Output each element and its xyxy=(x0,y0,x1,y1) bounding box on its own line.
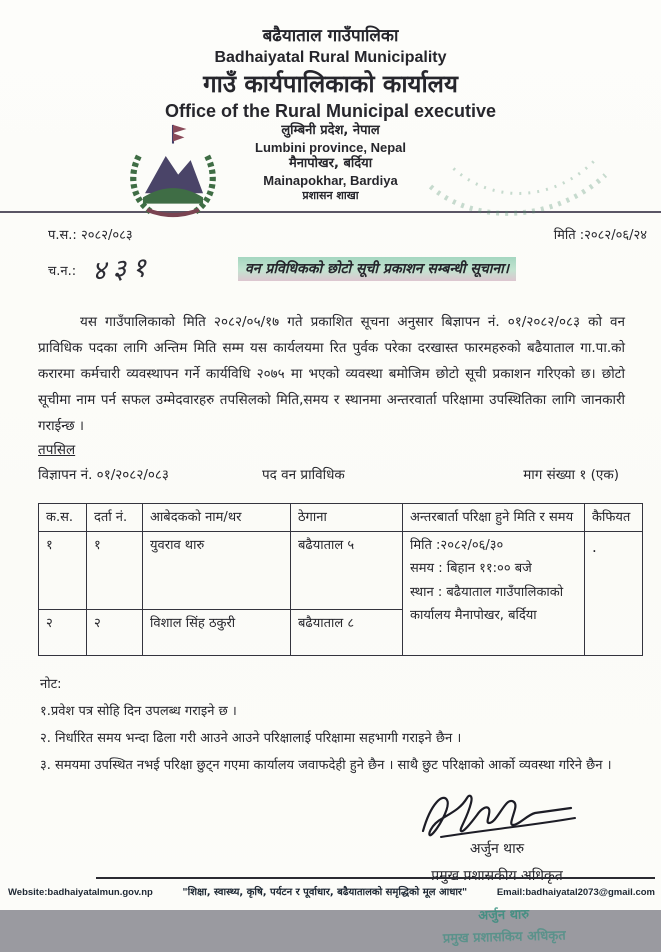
letter-date: मिति :२०८२/०६/२४ xyxy=(553,227,647,243)
footer-text-row xyxy=(0,884,661,898)
footer xyxy=(0,877,661,898)
note-item: १.प्रवेश पत्र सोहि दिन उपलब्ध गराइने छ । xyxy=(40,703,237,719)
tapasil-heading: तपसिल xyxy=(38,441,76,458)
ref-number: प.स.: २०८२/०८३ xyxy=(48,227,133,243)
chalani-label: च.न.: xyxy=(48,263,77,279)
schedule-place-line1: स्थान : बढैयाताल गाउँपालिकाको xyxy=(410,584,564,600)
municipality-name-np: बढैयाताल गाउँपालिका xyxy=(262,26,399,46)
col-address: ठेगाना xyxy=(291,503,403,531)
shortlist-table xyxy=(38,503,643,656)
cell-schedule xyxy=(403,531,585,655)
col-reg: दर्ता नं. xyxy=(87,503,143,531)
notes-section xyxy=(40,671,661,779)
cell-address: बढैयाताल ८ xyxy=(291,609,403,655)
signature-block xyxy=(372,785,622,885)
advertisement-number: विज्ञापन नं. ०१/२०८२/०८३ xyxy=(38,466,169,483)
cell-name: विशाल सिंह ठकुरी xyxy=(143,609,291,655)
cell-reg: १ xyxy=(87,531,143,609)
cell-address: बढैयाताल ५ xyxy=(291,531,403,609)
table-header-row xyxy=(39,503,643,531)
schedule-time: समय : बिहान ११:०० बजे xyxy=(410,561,532,577)
chalani-number-handwritten: ४३१ xyxy=(91,251,154,287)
note-item: ३. समयमा उपस्थित नभई परिक्षा छुट्न गएमा कार्यालय जवाफदेही हुने छैन । साथै छुट परिक्षाको आर्को व्यवस्था गरिने छैन । xyxy=(40,757,612,773)
cell-reg: २ xyxy=(87,609,143,655)
col-name: आबेदकको नाम/थर xyxy=(143,503,291,531)
notice-body-paragraph: यस गाउँपालिकाको मिति २०८२/०५/१७ गते प्रकाशित सूचना अनुसार बिज्ञापन नं. ०१/२०८२/०८३ को वन प्राविधिक पदका लागि अन्तिम मिति सम्म यस कार्यलयमा रित पुर्वक परेका दरखास्त फारमहरुको बढैयाताल गा.पा.को करारमा कर्मचारी व्यवस्थापन गर्ने कार्यविधि २०७५ मा भएको व्यवस्था बमोजिम छोटो सूची प्रकाशन गरिएको छ। छोटो सूचीमा नाम पर्न सफल उम्मेदवारहरु तपसिलको मिति,समय र स्थानमा अन्तरवार्ता परिक्षामा उपस्थितिका लागि जानकारी गराईन्छ । xyxy=(38,313,625,434)
note-item: २. निर्धारित समय भन्दा ढिला गरी आउने आउने परिक्षालाई परिक्षामा सहभागी गराइने छैन । xyxy=(40,730,462,746)
advertisement-row xyxy=(0,465,661,491)
municipality-name-en: Badhaiyatal Rural Municipality xyxy=(214,48,447,66)
office-stamp xyxy=(383,902,624,952)
col-schedule: अन्तरबार्ता परिक्षा हुने मिति र समय xyxy=(403,503,585,531)
signatory-title: प्रमुख प्रशासकीय अधिकृत xyxy=(431,867,563,884)
cell-remarks: . xyxy=(585,531,643,655)
cell-name: युवराव थारु xyxy=(143,531,291,609)
col-sn: क.स. xyxy=(39,503,87,531)
footer-website: Website:badhaiyatalmun.gov.np xyxy=(8,887,153,898)
post-name: पद वन प्राविधिक xyxy=(262,466,345,483)
notes-title: नोट: xyxy=(40,676,62,692)
signatory-name: अर्जुन थारु xyxy=(469,840,525,857)
cell-sn: २ xyxy=(39,609,87,655)
schedule-date: मिति :२०८२/०६/३० xyxy=(410,537,504,553)
footer-slogan: "शिक्षा, स्वास्थ्य, कृषि, पर्यटन र पूर्वाधार, बढैयातालको समृद्धिको मूल आधार" xyxy=(182,887,468,898)
office-name-np: गाउँ कार्यपालिकाको कार्यालय xyxy=(203,70,458,99)
municipal-emblem-icon xyxy=(116,116,230,226)
vacancy-count: माग संख्या १ (एक) xyxy=(523,466,619,483)
stamp-title: प्रमुख प्रशासकिय अधिकृत xyxy=(442,928,566,947)
schedule-place-line2: कार्यालय मैनापोखर, बर्दिया xyxy=(410,608,537,624)
place-np: मैनापोखर, बर्दिया xyxy=(288,156,373,172)
section-name: प्रशासन शाखा xyxy=(302,189,359,203)
handwritten-signature-icon xyxy=(407,785,587,843)
reference-row xyxy=(0,225,661,245)
notice-subject-highlighted: वन प्रविधिकको छोटो सूची प्रकाशन सम्बन्धी सूचाना। xyxy=(238,257,516,281)
col-remarks: कैफियत xyxy=(585,503,643,531)
cell-sn: १ xyxy=(39,531,87,609)
place-en: Mainapokhar, Bardiya xyxy=(263,172,398,188)
footer-email: Email:badhaiyatal2073@gmail.com xyxy=(496,887,655,898)
province-en: Lumbini province, Nepal xyxy=(255,139,406,155)
footer-divider xyxy=(96,877,655,879)
province-np: लुम्बिनी प्रदेश, नेपाल xyxy=(281,122,380,138)
chalani-subject-row xyxy=(0,251,661,295)
table-row xyxy=(39,531,643,609)
office-name-en: Office of the Rural Municipal executive xyxy=(164,100,497,121)
stamp-name: अर्जुन थारु xyxy=(478,907,530,924)
